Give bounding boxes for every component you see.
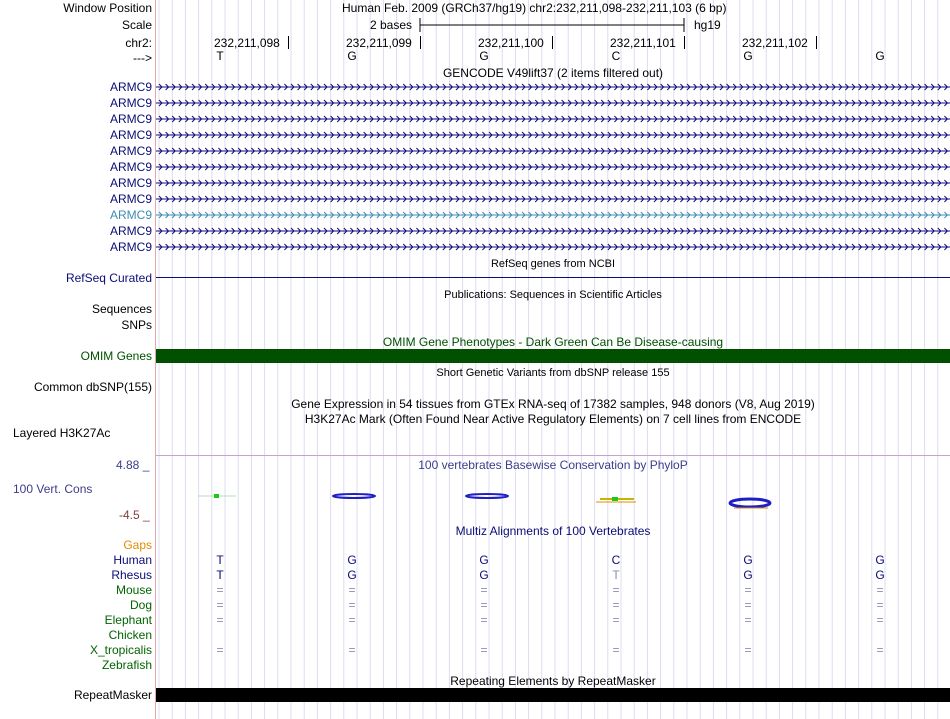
refseq-label[interactable]: RefSeq Curated (65, 271, 152, 285)
ruler-tick (552, 36, 553, 49)
phylop-logo-g1 (333, 494, 375, 498)
multiz-base: G (479, 553, 489, 567)
gencode-gene-intron[interactable] (156, 130, 950, 140)
phylop-max-label: 4.88 _ (116, 458, 150, 472)
reference-base: G (743, 49, 753, 63)
gencode-gene-label[interactable]: ARMC9 (109, 96, 152, 110)
multiz-base: = (480, 583, 488, 597)
phylop-logo-c (596, 497, 636, 502)
multiz-base: G (875, 553, 885, 567)
refseq-line[interactable] (156, 277, 950, 278)
multiz-base: = (348, 613, 356, 627)
h3k27ac-label[interactable]: Layered H3K27Ac (13, 426, 111, 440)
multiz-base: = (348, 583, 356, 597)
phylop-logo-g3 (730, 499, 770, 508)
scale-value: 2 bases (370, 18, 413, 32)
h3k27ac-title[interactable]: H3K27Ac Mark (Often Found Near Active Regulatory Elements) on 7 cell lines from ENCODE (304, 412, 802, 426)
publications-title[interactable]: Publications: Sequences in Scientific Articles (444, 289, 662, 301)
ruler-position: 232,211,101 (610, 36, 676, 50)
multiz-title[interactable]: Multiz Alignments of 100 Vertebrates (455, 524, 651, 538)
scale-label: Scale (121, 18, 152, 32)
gencode-gene-label[interactable]: ARMC9 (109, 176, 152, 190)
repeatmasker-bar[interactable] (156, 688, 950, 702)
omim-bar[interactable] (156, 349, 950, 363)
multiz-base: = (612, 613, 620, 627)
multiz-base: = (612, 583, 620, 597)
assembly-name: hg19 (694, 18, 721, 32)
phylop-min-label: -4.5 _ (119, 508, 150, 522)
reference-base: C (611, 49, 621, 63)
gencode-gene-intron[interactable] (156, 146, 950, 156)
window-position-label: Window Position (63, 1, 152, 15)
phylop-logos (156, 486, 950, 512)
phylop-label[interactable]: 100 Vert. Cons (13, 482, 93, 496)
multiz-base: = (876, 613, 884, 627)
multiz-base: = (216, 643, 224, 657)
strand-label: ---> (133, 51, 152, 65)
scale-bar (418, 16, 688, 34)
multiz-base: = (744, 643, 752, 657)
ruler-tick (816, 36, 817, 49)
ruler-tick (684, 36, 685, 49)
multiz-base: = (612, 598, 620, 612)
multiz-species-label[interactable]: Elephant (104, 613, 152, 627)
dbsnp-label[interactable]: Common dbSNP(155) (33, 380, 152, 394)
multiz-species-label[interactable]: X_tropicalis (89, 643, 152, 657)
repeatmasker-title[interactable]: Repeating Elements by RepeatMasker (450, 674, 656, 688)
gencode-gene-label[interactable]: ARMC9 (109, 208, 152, 222)
multiz-base: G (347, 568, 357, 582)
gencode-gene-label[interactable]: ARMC9 (109, 80, 152, 94)
multiz-base: = (876, 598, 884, 612)
ruler-position: 232,211,102 (742, 36, 808, 50)
omim-title[interactable]: OMIM Gene Phenotypes - Dark Green Can Be Disease-causing (382, 335, 724, 349)
gencode-gene-intron[interactable] (156, 82, 950, 92)
multiz-base: = (876, 583, 884, 597)
gencode-gene-intron[interactable] (156, 162, 950, 172)
multiz-base: = (216, 613, 224, 627)
multiz-base: G (479, 568, 489, 582)
multiz-species-label[interactable]: Dog (129, 598, 152, 612)
multiz-base: = (216, 598, 224, 612)
multiz-species-label[interactable]: Zebrafish (101, 658, 152, 672)
gencode-gene-label[interactable]: ARMC9 (109, 128, 152, 142)
publications-sequences-label[interactable]: Sequences (91, 302, 152, 316)
multiz-base: = (348, 643, 356, 657)
omim-label[interactable]: OMIM Genes (80, 349, 152, 363)
gencode-gene-label[interactable]: ARMC9 (109, 112, 152, 126)
multiz-base: = (876, 643, 884, 657)
multiz-base: = (744, 583, 752, 597)
gtex-title[interactable]: Gene Expression in 54 tissues from GTEx RNA-seq of 17382 samples, 948 donors (V8, Aug 2019) (291, 397, 815, 411)
gencode-gene-intron[interactable] (156, 194, 950, 204)
multiz-base: G (875, 568, 885, 582)
gencode-gene-intron[interactable] (156, 114, 950, 124)
ruler-tick (288, 36, 289, 49)
publications-snps-label[interactable]: SNPs (121, 318, 152, 332)
multiz-gaps-label[interactable]: Gaps (123, 538, 152, 552)
dbsnp-title[interactable]: Short Genetic Variants from dbSNP release 155 (436, 367, 670, 379)
gencode-title[interactable]: GENCODE V49lift37 (2 items filtered out) (442, 66, 664, 80)
multiz-base: T (216, 553, 224, 567)
reference-base: G (347, 49, 357, 63)
gencode-gene-label[interactable]: ARMC9 (109, 192, 152, 206)
multiz-species-label[interactable]: Rhesus (111, 568, 152, 582)
multiz-species-label[interactable]: Chicken (108, 628, 152, 642)
multiz-base: = (480, 643, 488, 657)
ruler-tick (420, 36, 421, 49)
gencode-gene-intron[interactable] (156, 210, 950, 220)
phylop-logo-g2 (466, 494, 508, 498)
reference-base: G (479, 49, 489, 63)
multiz-species-label[interactable]: Mouse (115, 583, 152, 597)
gencode-gene-intron[interactable] (156, 98, 950, 108)
multiz-base: = (480, 613, 488, 627)
refseq-title[interactable]: RefSeq genes from NCBI (490, 258, 616, 270)
h3k27ac-baseline (156, 455, 950, 456)
multiz-base: G (743, 568, 753, 582)
gencode-gene-label[interactable]: ARMC9 (109, 160, 152, 174)
gencode-gene-intron[interactable] (156, 242, 950, 252)
gencode-gene-intron[interactable] (156, 178, 950, 188)
multiz-base: = (744, 598, 752, 612)
multiz-base: T (216, 568, 224, 582)
multiz-base: C (611, 553, 621, 567)
multiz-base: = (216, 583, 224, 597)
gencode-gene-label[interactable]: ARMC9 (109, 240, 152, 254)
multiz-base: = (480, 598, 488, 612)
ruler-position: 232,211,098 (214, 36, 280, 50)
window-position-value: Human Feb. 2009 (GRCh37/hg19) chr2:232,211,098-232,211,103 (6 bp) (342, 1, 727, 15)
chrom-label: chr2: (125, 36, 152, 50)
gencode-gene-label[interactable]: ARMC9 (109, 144, 152, 158)
gencode-gene-intron[interactable] (156, 226, 950, 236)
multiz-base: = (348, 598, 356, 612)
ruler-position: 232,211,099 (346, 36, 412, 50)
phylop-title[interactable]: 100 vertebrates Basewise Conservation by PhyloP (418, 458, 688, 472)
gencode-gene-label[interactable]: ARMC9 (109, 224, 152, 238)
multiz-base: T (612, 568, 620, 582)
multiz-base: G (743, 553, 753, 567)
multiz-base: = (612, 643, 620, 657)
ruler-position: 232,211,100 (478, 36, 544, 50)
multiz-base: = (744, 613, 752, 627)
multiz-species-label[interactable]: Human (113, 553, 152, 567)
multiz-base: G (347, 553, 357, 567)
reference-base: T (216, 49, 224, 63)
reference-base: G (875, 49, 885, 63)
phylop-logo-t (198, 494, 236, 498)
repeatmasker-label[interactable]: RepeatMasker (73, 688, 152, 702)
